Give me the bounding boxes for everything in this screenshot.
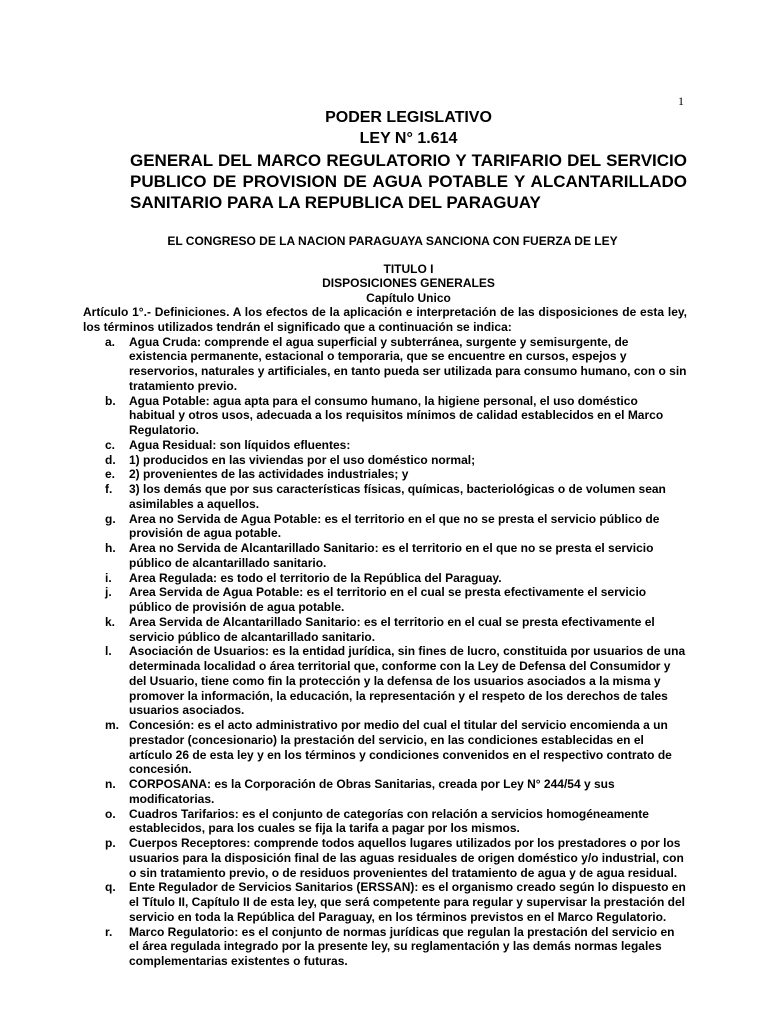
item-text: Area Servida de Agua Potable: es el territorio en el cual se presta efectivamente el servicio público de provisión de agua potable.: [129, 585, 647, 614]
item-letter: q.: [105, 880, 116, 895]
item-text: Area no Servida de Agua Potable: es el territorio en el que no se presta el servicio público de provisión de agua potable.: [129, 511, 660, 541]
item-text: Concesión: es el acto administrativo por medio del cual el titular del servicio encomienda a un prestador (concesionario) la prestación del servicio, en las condiciones establecidas en el artículo 26 de esta ley y en los términos y condiciones convenidos en el respectivo contrato de concesión.: [129, 718, 672, 777]
list-item: [83, 777, 687, 807]
list-item: [83, 615, 687, 645]
list-item: [83, 880, 687, 924]
item-text: 2) provenientes de las actividades industriales; y: [129, 467, 409, 482]
capitulo-label: Capítulo Unico: [366, 291, 451, 305]
page-number: 1: [678, 94, 684, 108]
item-text: 3) los demás que por sus características físicas, químicas, bacteriológicas o de volumen sean asimilables a aquellos.: [129, 482, 666, 511]
article-body: [83, 305, 687, 969]
item-text: Ente Regulador de Servicios Sanitarios (ERSSAN): es el organismo creado según lo dispuesto en el Título II, Capítulo II de esta ley, que será competente para regular y supervisar la prestación del servicio en toda la República del Paraguay, en los términos previstos en el Marco Regulatorio.: [129, 880, 686, 924]
disposiciones-label: DISPOSICIONES GENERALES: [322, 276, 495, 290]
item-letter: k.: [105, 614, 116, 629]
item-letter: l.: [105, 644, 112, 659]
title-poder-legislativo: PODER LEGISLATIVO: [325, 109, 492, 126]
item-text: Agua Potable: agua apta para el consumo humano, la higiene personal, el uso doméstico habitual y otros usos, adecuada a los requisitos mínimos de calidad establecidos en el Marco Regulatorio.: [129, 393, 664, 437]
list-item: [83, 644, 687, 718]
item-text: Marco Regulatorio: es el conjunto de normas jurídicas que regulan la prestación del servicio en el área regulada integrado por la presente ley, su reglamentación y las demás normas legales complementarias existentes o futuras.: [129, 924, 675, 968]
list-item: [83, 585, 687, 615]
item-text: Area Regulada: es todo el territorio de la República del Paraguay.: [129, 570, 502, 585]
titulo-label: TITULO I: [383, 262, 434, 276]
item-letter: b.: [105, 393, 116, 408]
item-text: CORPOSANA: es la Corporación de Obras Sanitarias, creada por Ley N° 244/54 y sus modificatorias.: [129, 777, 615, 806]
list-item: [83, 453, 687, 468]
item-text: Area no Servida de Alcantarillado Sanitario: es el territorio en el que no se presta el servicio público de alcantarillado sanitario.: [129, 541, 654, 570]
item-letter: m.: [105, 718, 120, 732]
item-letter: d.: [105, 452, 116, 467]
item-letter: o.: [105, 806, 116, 821]
list-item: [83, 438, 687, 453]
item-letter: c.: [105, 437, 116, 452]
congress-sanction: EL CONGRESO DE LA NACION PARAGUAYA SANCIONA CON FUERZA DE LEY: [167, 234, 618, 248]
item-text: 1) producidos en las viviendas por el uso doméstico normal;: [129, 452, 476, 467]
item-letter: p.: [105, 836, 116, 850]
list-item: [83, 512, 687, 542]
item-letter: h.: [105, 541, 116, 555]
list-item: [83, 482, 687, 512]
item-text: Agua Cruda: comprende el agua superficial y subterránea, surgente y semisurgente, de existencia permanente, estacional o temporaria, que se encuentre en cursos, espejos y reservorios, naturales y artificiales, en tanto pueda ser utilizada para consumo humano, con o sin tratamiento previo.: [129, 334, 687, 393]
item-letter: g.: [105, 511, 116, 526]
definitions-list: [83, 335, 687, 969]
list-item: [83, 541, 687, 571]
item-letter: f.: [105, 482, 113, 496]
list-item: [83, 394, 687, 438]
item-text: Cuerpos Receptores: comprende todos aquellos lugares utilizados por los prestadores o por los usuarios para la disposición final de las aguas residuales de origen doméstico y/o industrial, con o sin tratamiento previo, o de residuos provenientes del tratamiento de agua y de agua residual.: [129, 836, 684, 880]
item-letter: a.: [105, 334, 116, 349]
list-item: [83, 925, 687, 969]
item-text: Asociación de Usuarios: es la entidad jurídica, sin fines de lucro, constituida por usuarios de una determinada localidad o área territorial que, conforme con la Ley de Defensa del Consumidor y del Usuario, tiene como fin la protección y la defensa de los usuarios asociados a la misma y promover la información, la educación, la representación y el respeto de los derechos de tales usuarios asociados.: [129, 644, 686, 718]
item-letter: e.: [105, 467, 116, 482]
law-heading: GENERAL DEL MARCO REGULATORIO Y TARIFARIO DEL SERVICIO PUBLICO DE PROVISION DE AGUA POTABLE Y ALCANTARILLADO SANITARIO PARA LA REPUBLICA DEL PARAGUAY: [130, 151, 687, 212]
item-text: Cuadros Tarifarios: es el conjunto de categorías con relación a servicios homogéneamente establecidos, para los cuales se fija la tarifa a pagar por los mismos.: [129, 806, 649, 836]
list-item: [83, 718, 687, 777]
item-text: Agua Residual: son líquidos efluentes:: [129, 437, 351, 452]
list-item: [83, 571, 687, 586]
article-intro: Artículo 1°.- Definiciones. A los efectos de la aplicación e interpretación de las disposiciones de esta ley, los términos utilizados tendrán el significado que a continuación se indica:: [83, 305, 687, 334]
title-ley-number: LEY N° 1.614: [359, 130, 458, 147]
item-letter: n.: [105, 777, 116, 791]
item-letter: i.: [105, 570, 112, 585]
list-item: [83, 467, 687, 482]
list-item: [83, 836, 687, 880]
item-text: Area Servida de Alcantarillado Sanitario: es el territorio en el cual se presta efectivamente el servicio público de alcantarillado sanitario.: [129, 614, 655, 644]
list-item: [83, 335, 687, 394]
item-letter: j.: [105, 585, 112, 600]
list-item: [83, 807, 687, 837]
item-letter: r.: [105, 924, 113, 939]
